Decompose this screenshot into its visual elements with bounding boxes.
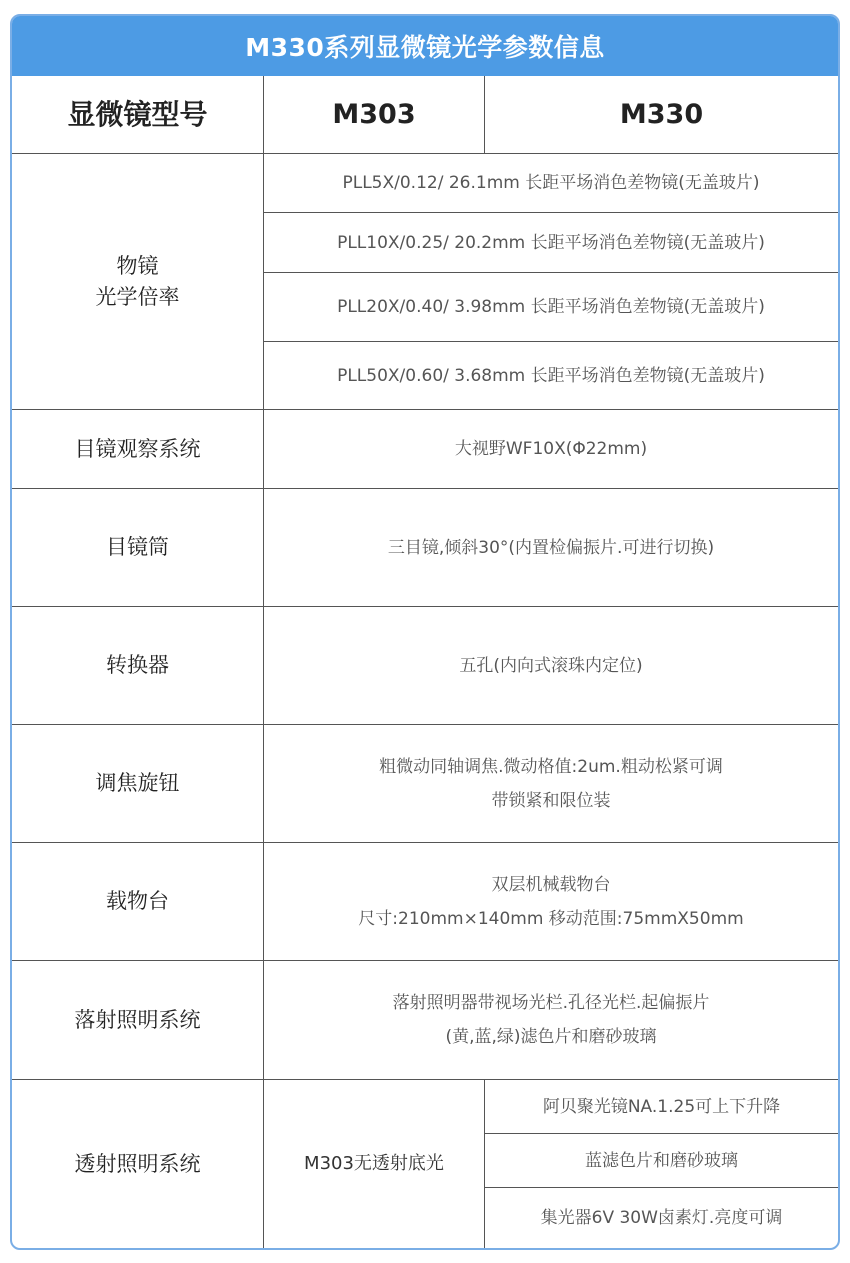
model-m330-header: M330	[485, 76, 838, 154]
focus-knob-line1: 粗微动同轴调焦.微动格值:2um.粗动松紧可调	[379, 756, 723, 777]
stage-label: 载物台	[12, 843, 264, 961]
objective-item-5x: PLL5X/0.12/ 26.1mm 长距平场消色差物镜(无盖玻片)	[264, 154, 838, 213]
objective-item-20x: PLL20X/0.40/ 3.98mm 长距平场消色差物镜(无盖玻片)	[264, 273, 838, 342]
eyepiece-tube-label: 目镜筒	[12, 489, 264, 607]
model-m303-header: M303	[264, 76, 485, 154]
transmitted-m330-item-filter: 蓝滤色片和磨砂玻璃	[485, 1134, 838, 1188]
reflected-illumination-line2: (黄,蓝,绿)滤色片和磨砂玻璃	[445, 1027, 657, 1047]
transmitted-m303-value: M303无透射底光	[264, 1080, 485, 1248]
eyepiece-tube-value: 三目镜,倾斜30°(内置检偏振片.可进行切换)	[264, 489, 838, 607]
transmitted-m330-item-lamp: 集光器6V 30W卤素灯.亮度可调	[540, 1208, 783, 1228]
transmitted-m330-item-condenser: 阿贝聚光镜NA.1.25可上下升降	[485, 1080, 838, 1134]
objective-label	[12, 154, 264, 410]
nosepiece-label: 转换器	[12, 607, 264, 725]
stage-line1: 双层机械载物台	[491, 874, 611, 895]
transmitted-illumination-label: 透射照明系统	[12, 1080, 264, 1248]
spec-table	[10, 14, 840, 1250]
model-label: 显微镜型号	[12, 76, 264, 154]
objective-label-line1: 物镜	[116, 253, 159, 278]
eyepiece-system-label: 目镜观察系统	[12, 410, 264, 489]
focus-knob-label: 调焦旋钮	[12, 725, 264, 843]
focus-knob-value	[264, 725, 838, 843]
reflected-illumination-label: 落射照明系统	[12, 961, 264, 1080]
table-title: M330系列显微镜光学参数信息	[12, 16, 838, 76]
spec-grid	[12, 76, 838, 1248]
nosepiece-value: 五孔(内向式滚珠内定位)	[264, 607, 838, 725]
stage-value	[264, 843, 838, 961]
reflected-illumination-value	[264, 961, 838, 1080]
objective-item-50x: PLL50X/0.60/ 3.68mm 长距平场消色差物镜(无盖玻片)	[264, 342, 838, 410]
reflected-illumination-line1: 落射照明器带视场光栏.孔径光栏.起偏振片	[392, 993, 710, 1013]
objective-label-line2: 光学倍率	[95, 284, 180, 309]
focus-knob-line2: 带锁紧和限位装	[491, 790, 611, 811]
objective-item-10x: PLL10X/0.25/ 20.2mm 长距平场消色差物镜(无盖玻片)	[264, 213, 838, 273]
stage-line2: 尺寸:210mm×140mm 移动范围:75mmX50mm	[358, 908, 744, 929]
eyepiece-system-value: 大视野WF10X(Φ22mm)	[264, 410, 838, 489]
